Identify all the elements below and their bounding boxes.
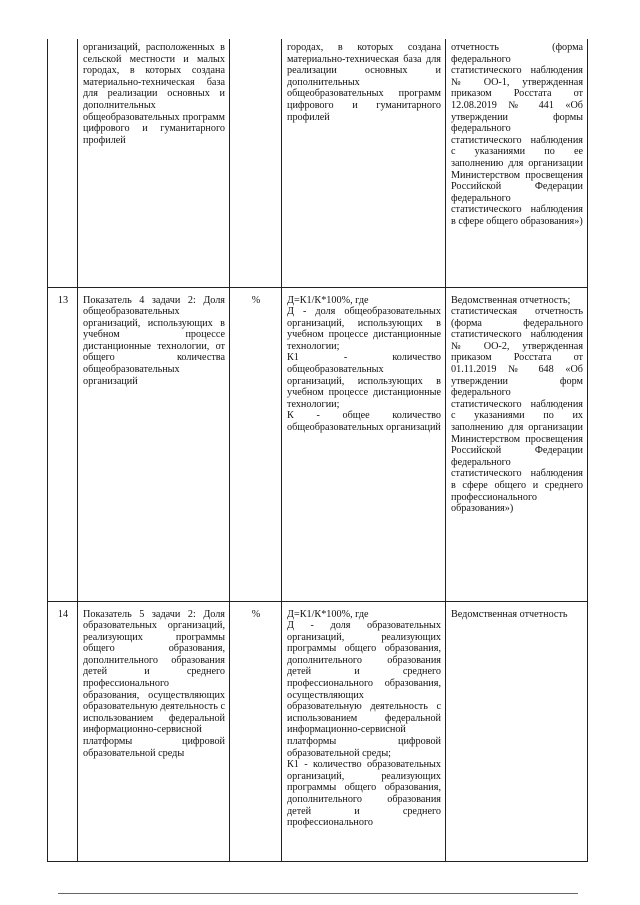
row-number-cell [48,39,78,287]
data-source-cell [446,601,588,861]
unit: % [251,608,261,620]
row-number: 13 [57,294,69,306]
indicator-name: Показатель 5 задачи 2: Доля образовательных организаций, реализующих программы общего образования, дополнительного образования детей и среднего профессионального образования, осуществляющих образовательную деятельность с использованием федеральной информационно-сервисной платформы цифровой образовательной среды [83,608,225,759]
row-number: 14 [57,608,69,620]
indicator-table [47,39,588,862]
unit: % [251,294,261,306]
calculation-method-cell [282,287,446,601]
calculation-method: Д=К1/К*100%, где Д - доля общеобразовательных организаций, использующих в учебном процессе дистанционные технологии; К1 - количество общеобразовательных организаций, использующих в учебном процессе дистанционные технологии; К - общее количество общеобразовательных организаций [287,294,441,434]
indicator-name-cell [78,601,230,861]
table-row [48,601,588,861]
page-bottom-divider [58,893,578,894]
calculation-method: Д=К1/К*100%, где Д - доля образовательных организаций, реализующих программы общего образования, дополнительного образования детей и среднего профессионального образования, осуществляющих образовательную деятельность с использованием федеральной информационно-сервисной платформы цифровой образовательной среды; К1 - количество образовательных организаций, реализующих программы общего образования, дополнительного образования детей и среднего профессионального [287,608,441,829]
data-source: отчетность (форма федерального статистического наблюдения № ОО-1, утвержденная приказом Росстата от 12.08.2019 № 441 «Об утверждении формы федерального статистического наблюдения с указаниями по ее заполнению для организации Министерством просвещения Российской Федерации федерального статистического наблюдения в сфере общего образования») [451,42,583,227]
table-row [48,287,588,601]
indicator-name-cell [78,39,230,287]
indicator-name: организаций, расположенных в сельской местности и малых городах, в которых создана материально-техническая база для реализации основных и дополнительных общеобразовательных программ цифрового и гуманитарного профилей [83,42,225,146]
calculation-method-cell [282,39,446,287]
calculation-method: городах, в которых создана материально-техническая база для реализации основных и дополнительных общеобразовательных программ цифрового и гуманитарного профилей [287,42,441,123]
unit-cell [230,601,282,861]
data-source-cell [446,39,588,287]
unit-cell [230,39,282,287]
data-source: Ведомственная отчетность; статистическая отчетность (форма федерального статистического наблюдения № ОО-2, утвержденная приказом Росстата от 01.11.2019 № 648 «Об утверждении форм федерального статистического наблюдения с указаниями по их заполнению для организации Министерством просвещения Российской Федерации федерального статистического наблюдения в сфере общего и среднего профессионального образования») [451,294,583,515]
data-source-cell [446,287,588,601]
row-number-cell [48,601,78,861]
data-source: Ведомственная отчетность [451,608,568,620]
table-row-continued [48,39,588,287]
row-number-cell [48,287,78,601]
indicator-name: Показатель 4 задачи 2: Доля общеобразовательных организаций, использующих в учебном процессе дистанционные технологии, от общего количества общеобразовательных организаций [83,294,225,387]
calculation-method-cell [282,601,446,861]
indicator-name-cell [78,287,230,601]
unit-cell [230,287,282,601]
